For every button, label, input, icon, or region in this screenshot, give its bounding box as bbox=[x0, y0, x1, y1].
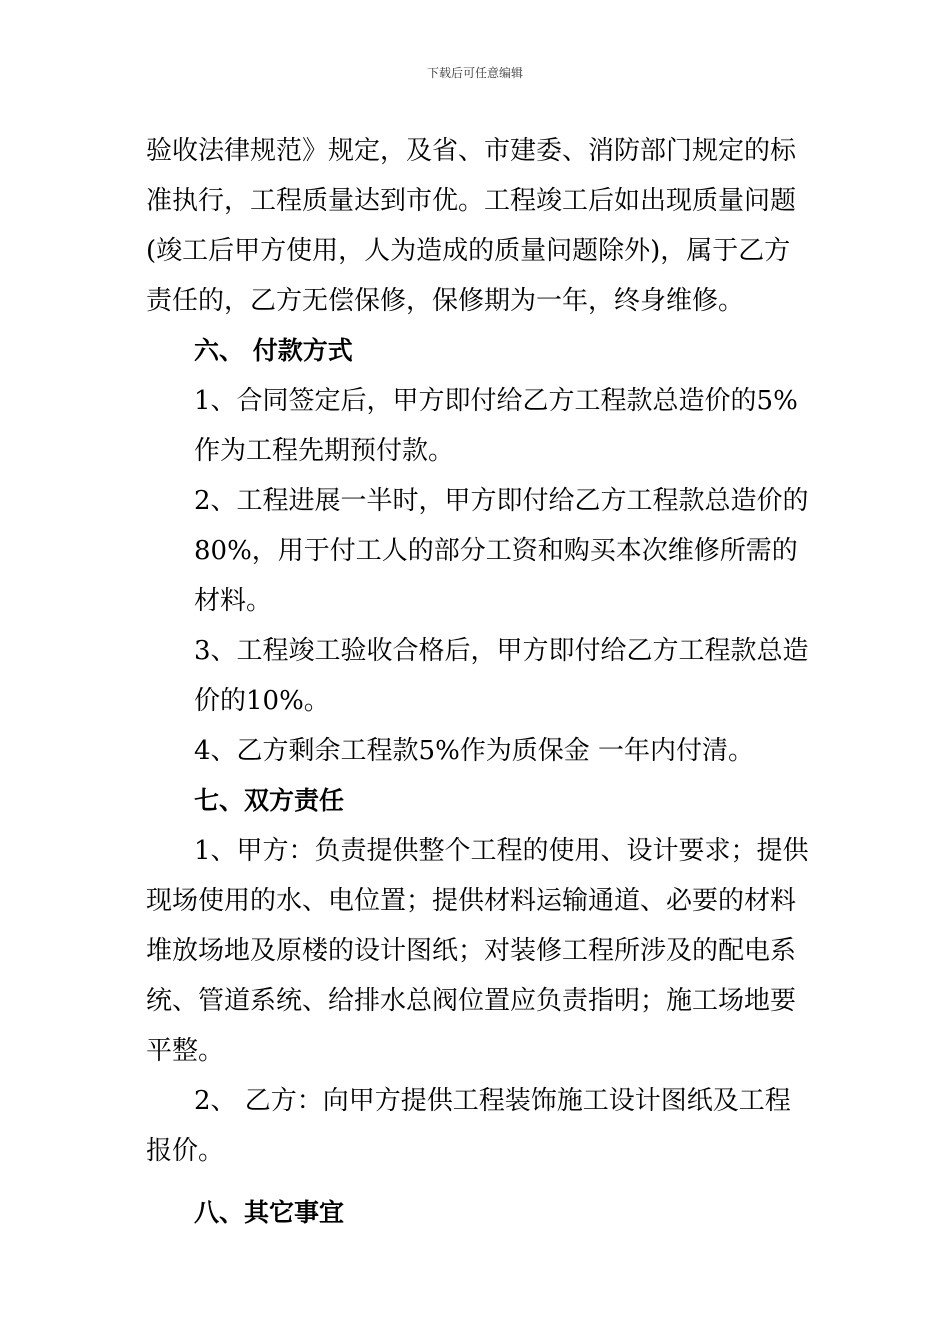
payment-item-2: 2、工程进展一半时，甲方即付给乙方工程款总造价的80%，用于付工人的部分工资和购买本次维修所需的材料。 bbox=[194, 486, 809, 616]
responsibility-party-b: 2、 乙方：向甲方提供工程装饰施工设计图纸及工程报价。 bbox=[146, 1086, 791, 1166]
paragraph-quality-standard: 验收法律规范》规定，及省、市建委、消防部门规定的标准执行，工程质量达到市优。工程竣工后如出现质量问题(竣工后甲方使用，人为造成的质量问题除外)，属于乙方责任的，乙方无偿保修，保修期为一年，终身维修。 bbox=[146, 136, 797, 316]
document-body bbox=[146, 126, 816, 1238]
responsibility-party-a: 1、甲方：负责提供整个工程的使用、设计要求；提供现场使用的水、电位置；提供材料运输通道、必要的材料堆放场地及原楼的设计图纸；对装修工程所涉及的配电系统、管道系统、给排水总阀位置应负责指明；施工场地要平整。 bbox=[146, 836, 809, 1066]
payment-item-4: 4、乙方剩余工程款5%作为质保金 一年内付清。 bbox=[194, 736, 755, 766]
section-heading-responsibilities: 七、双方责任 bbox=[194, 786, 345, 815]
section-heading-payment: 六、 付款方式 bbox=[194, 336, 353, 365]
payment-item-1: 1、合同签定后，甲方即付给乙方工程款总造价的5%作为工程先期预付款。 bbox=[194, 386, 798, 466]
payment-item-3: 3、工程竣工验收合格后，甲方即付给乙方工程款总造价的10%。 bbox=[194, 636, 809, 716]
section-heading-other-matters: 八、其它事宜 bbox=[194, 1198, 345, 1227]
page-header: 下载后可任意编辑 bbox=[426, 66, 523, 80]
